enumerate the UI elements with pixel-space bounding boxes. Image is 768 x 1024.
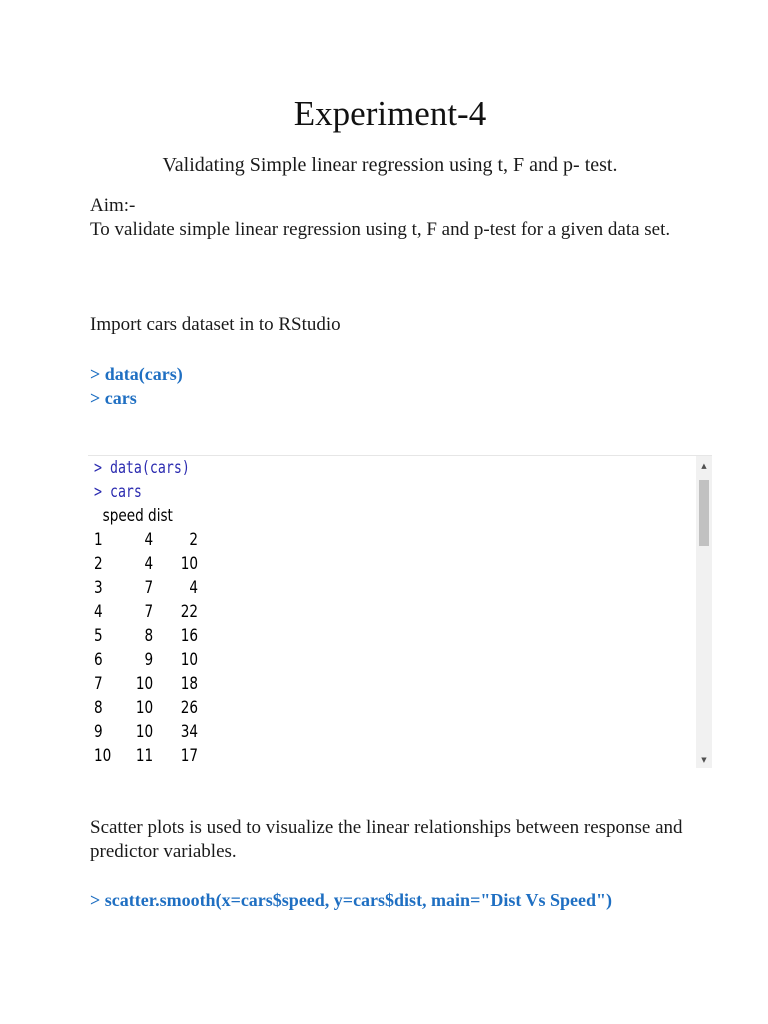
page-subtitle: Validating Simple linear regression using t, F and p- test.	[162, 154, 618, 176]
import-instruction: Import cars dataset in to RStudio	[90, 314, 341, 335]
dist-value: 22	[180, 602, 198, 622]
console-table-row	[94, 600, 198, 624]
scatter-description: Scatter plots is used to visualize the linear relationships between response and predictor variables.	[90, 817, 683, 862]
console-table-row	[94, 672, 198, 696]
row-index: 8	[94, 698, 103, 718]
dist-value: 10	[180, 554, 198, 574]
console-table-row	[94, 720, 198, 744]
speed-value: 7	[144, 602, 154, 622]
page-title: Experiment-4	[293, 94, 487, 133]
console-command-line: > cars	[94, 482, 142, 502]
console-table-row	[94, 696, 198, 720]
console-table-row	[94, 648, 198, 672]
row-index: 10	[94, 746, 112, 766]
aim-label: Aim:-	[90, 195, 136, 216]
console-table-row	[94, 624, 198, 648]
command-cars: > cars	[90, 388, 137, 408]
dist-value: 17	[180, 746, 198, 766]
scroll-down-arrow-icon[interactable]: ▼	[701, 756, 707, 764]
row-index: 3	[94, 578, 103, 598]
command-data-cars: > data(cars)	[90, 364, 183, 384]
dist-value: 34	[180, 722, 198, 742]
scroll-up-arrow-icon[interactable]: ▲	[701, 462, 707, 470]
console-table-header: speed dist	[94, 506, 173, 526]
aim-text: To validate simple linear regression using t, F and p-test for a given data set.	[90, 219, 671, 240]
command-scatter-smooth: > scatter.smooth(x=cars$speed, y=cars$dist, main="Dist Vs Speed")	[90, 890, 612, 910]
speed-value: 10	[135, 674, 154, 694]
dist-value: 2	[189, 530, 198, 550]
console-table-row	[94, 528, 198, 552]
row-index: 1	[94, 530, 103, 550]
speed-value: 4	[144, 530, 154, 550]
speed-value: 4	[144, 554, 154, 574]
dist-value: 4	[189, 578, 198, 598]
r-console-screenshot	[88, 455, 712, 768]
speed-value: 9	[144, 650, 154, 670]
speed-value: 7	[144, 578, 154, 598]
console-scrollbar[interactable]	[696, 456, 712, 768]
speed-value: 10	[135, 722, 154, 742]
scrollbar-thumb[interactable]	[699, 480, 709, 546]
console-table-row	[94, 552, 198, 576]
row-index: 7	[94, 674, 103, 694]
dist-value: 18	[180, 674, 198, 694]
console-table-row	[94, 744, 198, 768]
row-index: 5	[94, 626, 103, 646]
row-index: 9	[94, 722, 103, 742]
row-index: 4	[94, 602, 103, 622]
row-index: 6	[94, 650, 103, 670]
dist-value: 26	[180, 698, 198, 718]
speed-value: 10	[135, 698, 154, 718]
dist-value: 10	[180, 650, 198, 670]
speed-value: 8	[144, 626, 154, 646]
dist-value: 16	[180, 626, 198, 646]
console-command-line: > data(cars)	[94, 458, 190, 478]
row-index: 2	[94, 554, 103, 574]
console-table-row	[94, 576, 198, 600]
speed-value: 11	[135, 746, 154, 766]
